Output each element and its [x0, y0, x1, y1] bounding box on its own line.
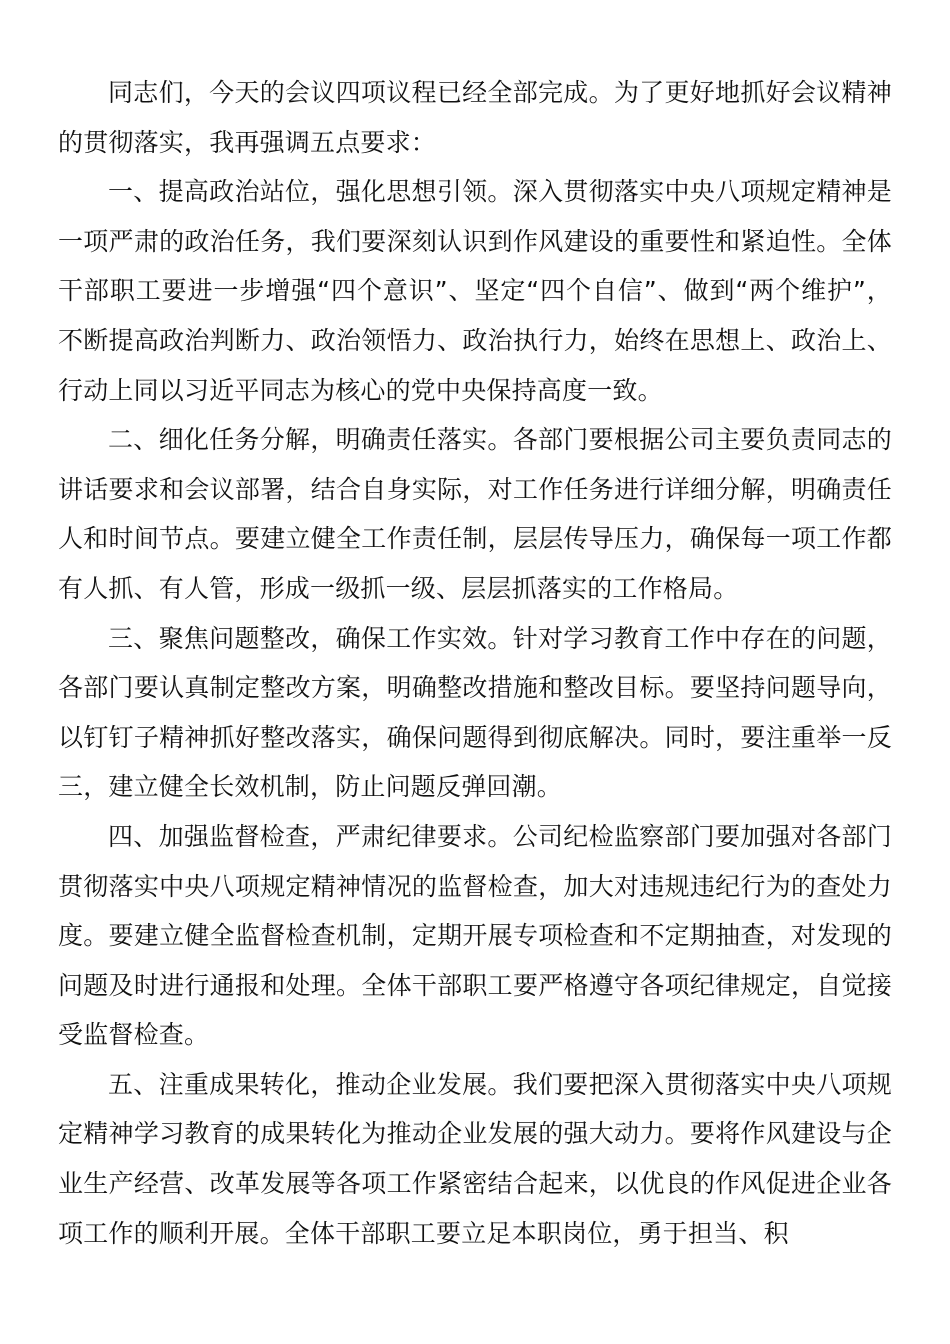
document-page — [58, 68, 892, 1258]
paragraph-requirement-5: 五、注重成果转化，推动企业发展。我们要把深入贯彻落实中央八项规定精神学习教育的成果转化为推动企业发展的强大动力。要将作风建设与企业生产经营、改革发展等各项工作紧密结合起来，以优良的作风促进企业各项工作的顺利开展。全体干部职工要立足本职岗位，勇于担当、积 — [58, 1069, 892, 1248]
paragraph-requirement-2: 二、细化任务分解，明确责任落实。各部门要根据公司主要负责同志的讲话要求和会议部署，结合自身实际，对工作任务进行详细分解，明确责任人和时间节点。要建立健全工作责任制，层层传导压力，确保每一项工作都有人抓、有人管，形成一级抓一级、层层抓落实的工作格局。 — [58, 425, 892, 603]
paragraph-intro: 同志们，今天的会议四项议程已经全部完成。为了更好地抓好会议精神的贯彻落实，我再强调五点要求： — [58, 78, 892, 157]
paragraph-requirement-3: 三、聚焦问题整改，确保工作实效。针对学习教育工作中存在的问题，各部门要认真制定整改方案，明确整改措施和整改目标。要坚持问题导向，以钉钉子精神抓好整改落实，确保问题得到彻底解决。同时，要注重举一反三，建立健全长效机制，防止问题反弹回潮。 — [58, 623, 892, 802]
paragraph-requirement-1: 一、提高政治站位，强化思想引领。深入贯彻落实中央八项规定精神是一项严肃的政治任务，我们要深刻认识到作风建设的重要性和紧迫性。全体干部职工要进一步增强“四个意识”、坚定“四个自信”、做到“两个维护”，不断提高政治判断力、政治领悟力、政治执行力，始终在思想上、政治上、行动上同以习近平同志为核心的党中央保持高度一致。 — [58, 177, 892, 405]
paragraph-requirement-4: 四、加强监督检查，严肃纪律要求。公司纪检监察部门要加强对各部门贯彻落实中央八项规定精神情况的监督检查，加大对违规违纪行为的查处力度。要建立健全监督检查机制，定期开展专项检查和不定期抽查，对发现的问题及时进行通报和处理。全体干部职工要严格遵守各项纪律规定，自觉接受监督检查。 — [58, 821, 892, 1050]
